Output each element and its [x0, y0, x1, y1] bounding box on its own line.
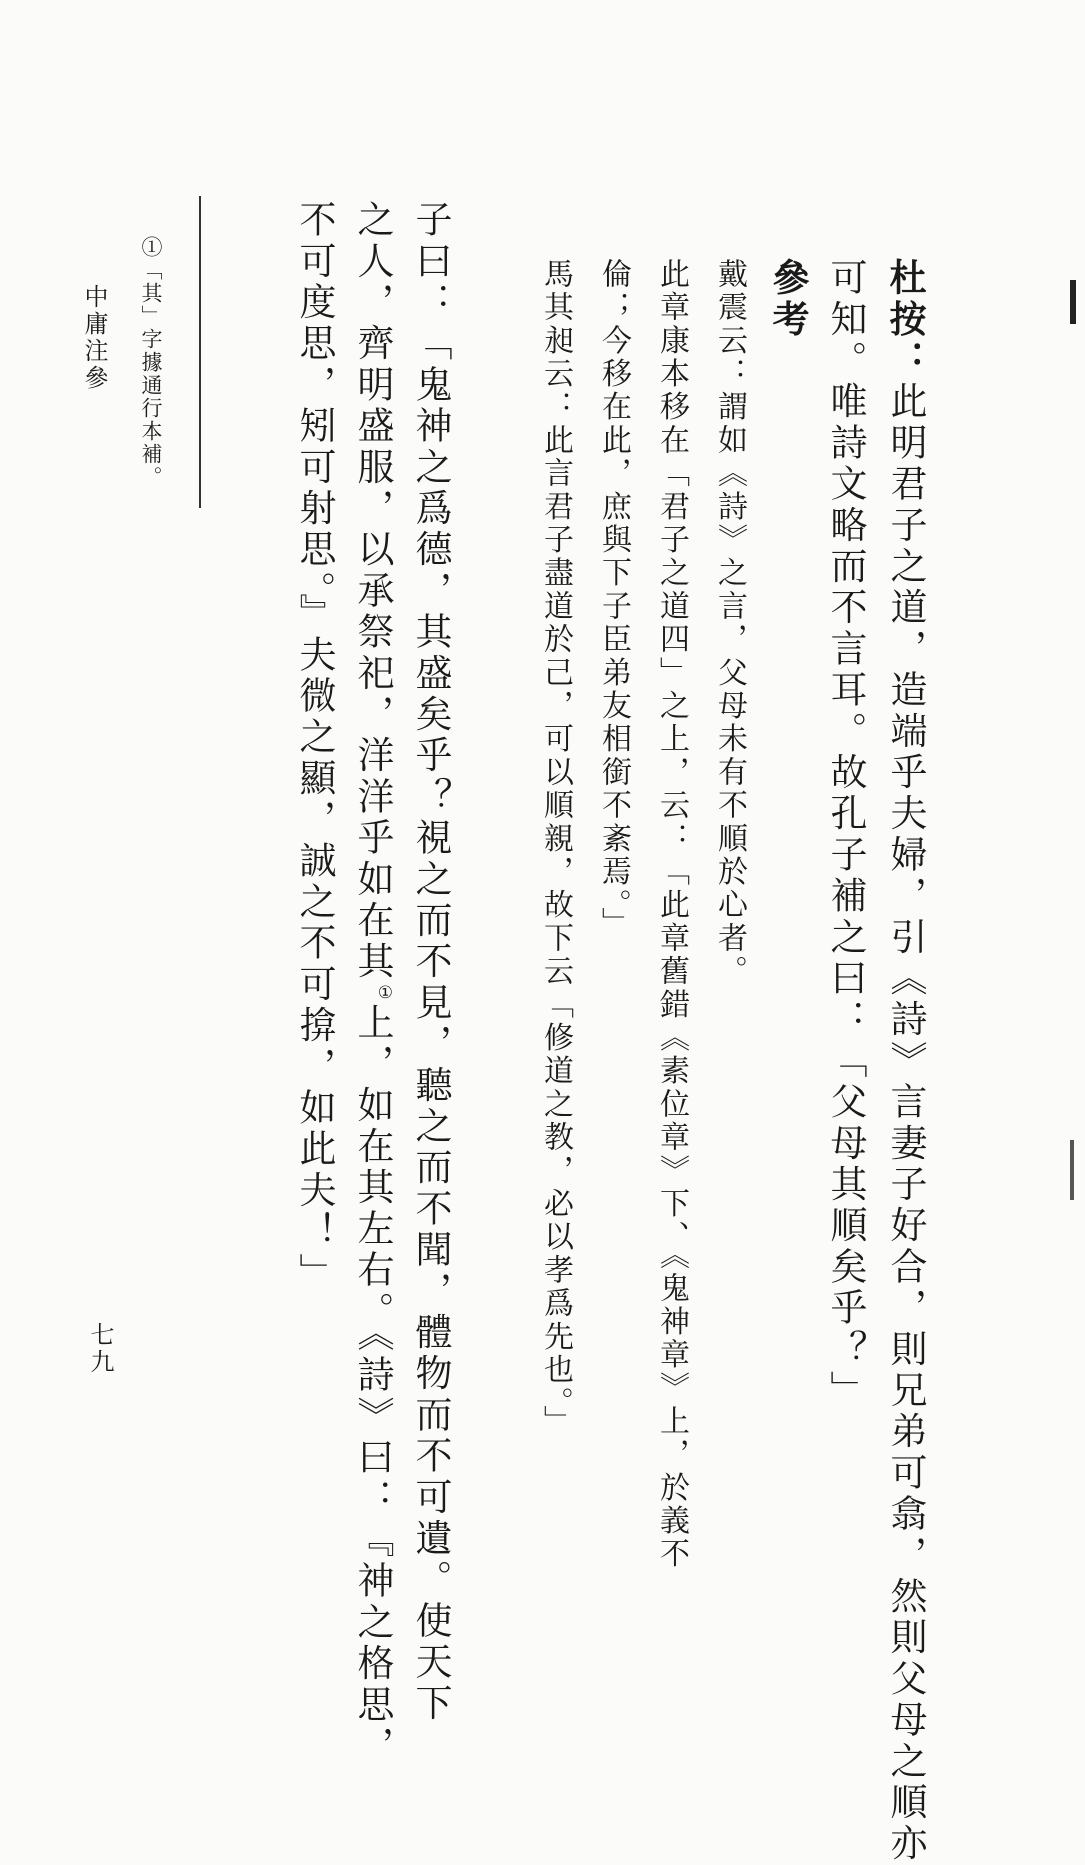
zi-yue-column-3: 不可度思，矧可射思。』夫微之顯，誠之不可揜，如此夫！」 [293, 200, 336, 1294]
zi-yue-column-2 [351, 200, 396, 1768]
scan-edge-mark [1070, 1140, 1074, 1200]
footnote-divider [199, 196, 201, 508]
du-an-text-1: 此明君子之道，造端乎夫婦，引《詩》言妻子好合，則兄弟可翕，然則父母之順亦 [884, 381, 927, 1865]
du-an-label: 杜按： [883, 258, 927, 382]
footnote-marker: ① [139, 236, 163, 259]
book-title: 中庸注參 [80, 284, 108, 392]
footnote-ref-marker: ① [375, 982, 396, 1003]
footnote [140, 236, 161, 489]
ma-qichang-quote: 馬其昶云：此言君子盡道於己，可以順親，故下云「修道之教，必以孝爲先也。」 [538, 258, 573, 1439]
du-an-column-1 [883, 258, 927, 1865]
page-number: 七九 [86, 1322, 114, 1376]
kang-note-column-2: 倫；今移在此，庶與下子臣弟友相銜不紊焉。」 [596, 258, 631, 941]
footnote-text: 「其」字據通行本補。 [139, 259, 163, 489]
dai-zhen-quote: 戴震云：謂如《詩》之言，父母未有不順於心者。 [712, 258, 747, 989]
du-an-text-2: 可知。唯詩文略而不言耳。故孔子補之曰：「父母其順矣乎？」 [824, 258, 867, 1412]
zi-yue-column-1: 子曰：「鬼神之爲德，其盛矣乎？視之而不見，聽之而不聞，體物而不可遺。使天下 [409, 200, 452, 1725]
zi-yue-text-2a: 之人，齊明盛服，以承祭祀，洋洋乎如在其 [351, 200, 394, 983]
scan-edge-mark [1070, 280, 1076, 324]
zi-yue-text-2b: 上，如在其左右。《詩》曰：『神之格思， [351, 1002, 394, 1768]
kang-note-column-1: 此章康本移在「君子之道四」之上，云：「此章舊錯《素位章》下、《鬼神章》上，於義不 [654, 258, 689, 1571]
du-an-column-2 [824, 258, 867, 1412]
can-kao-heading: 參考 [766, 258, 810, 341]
